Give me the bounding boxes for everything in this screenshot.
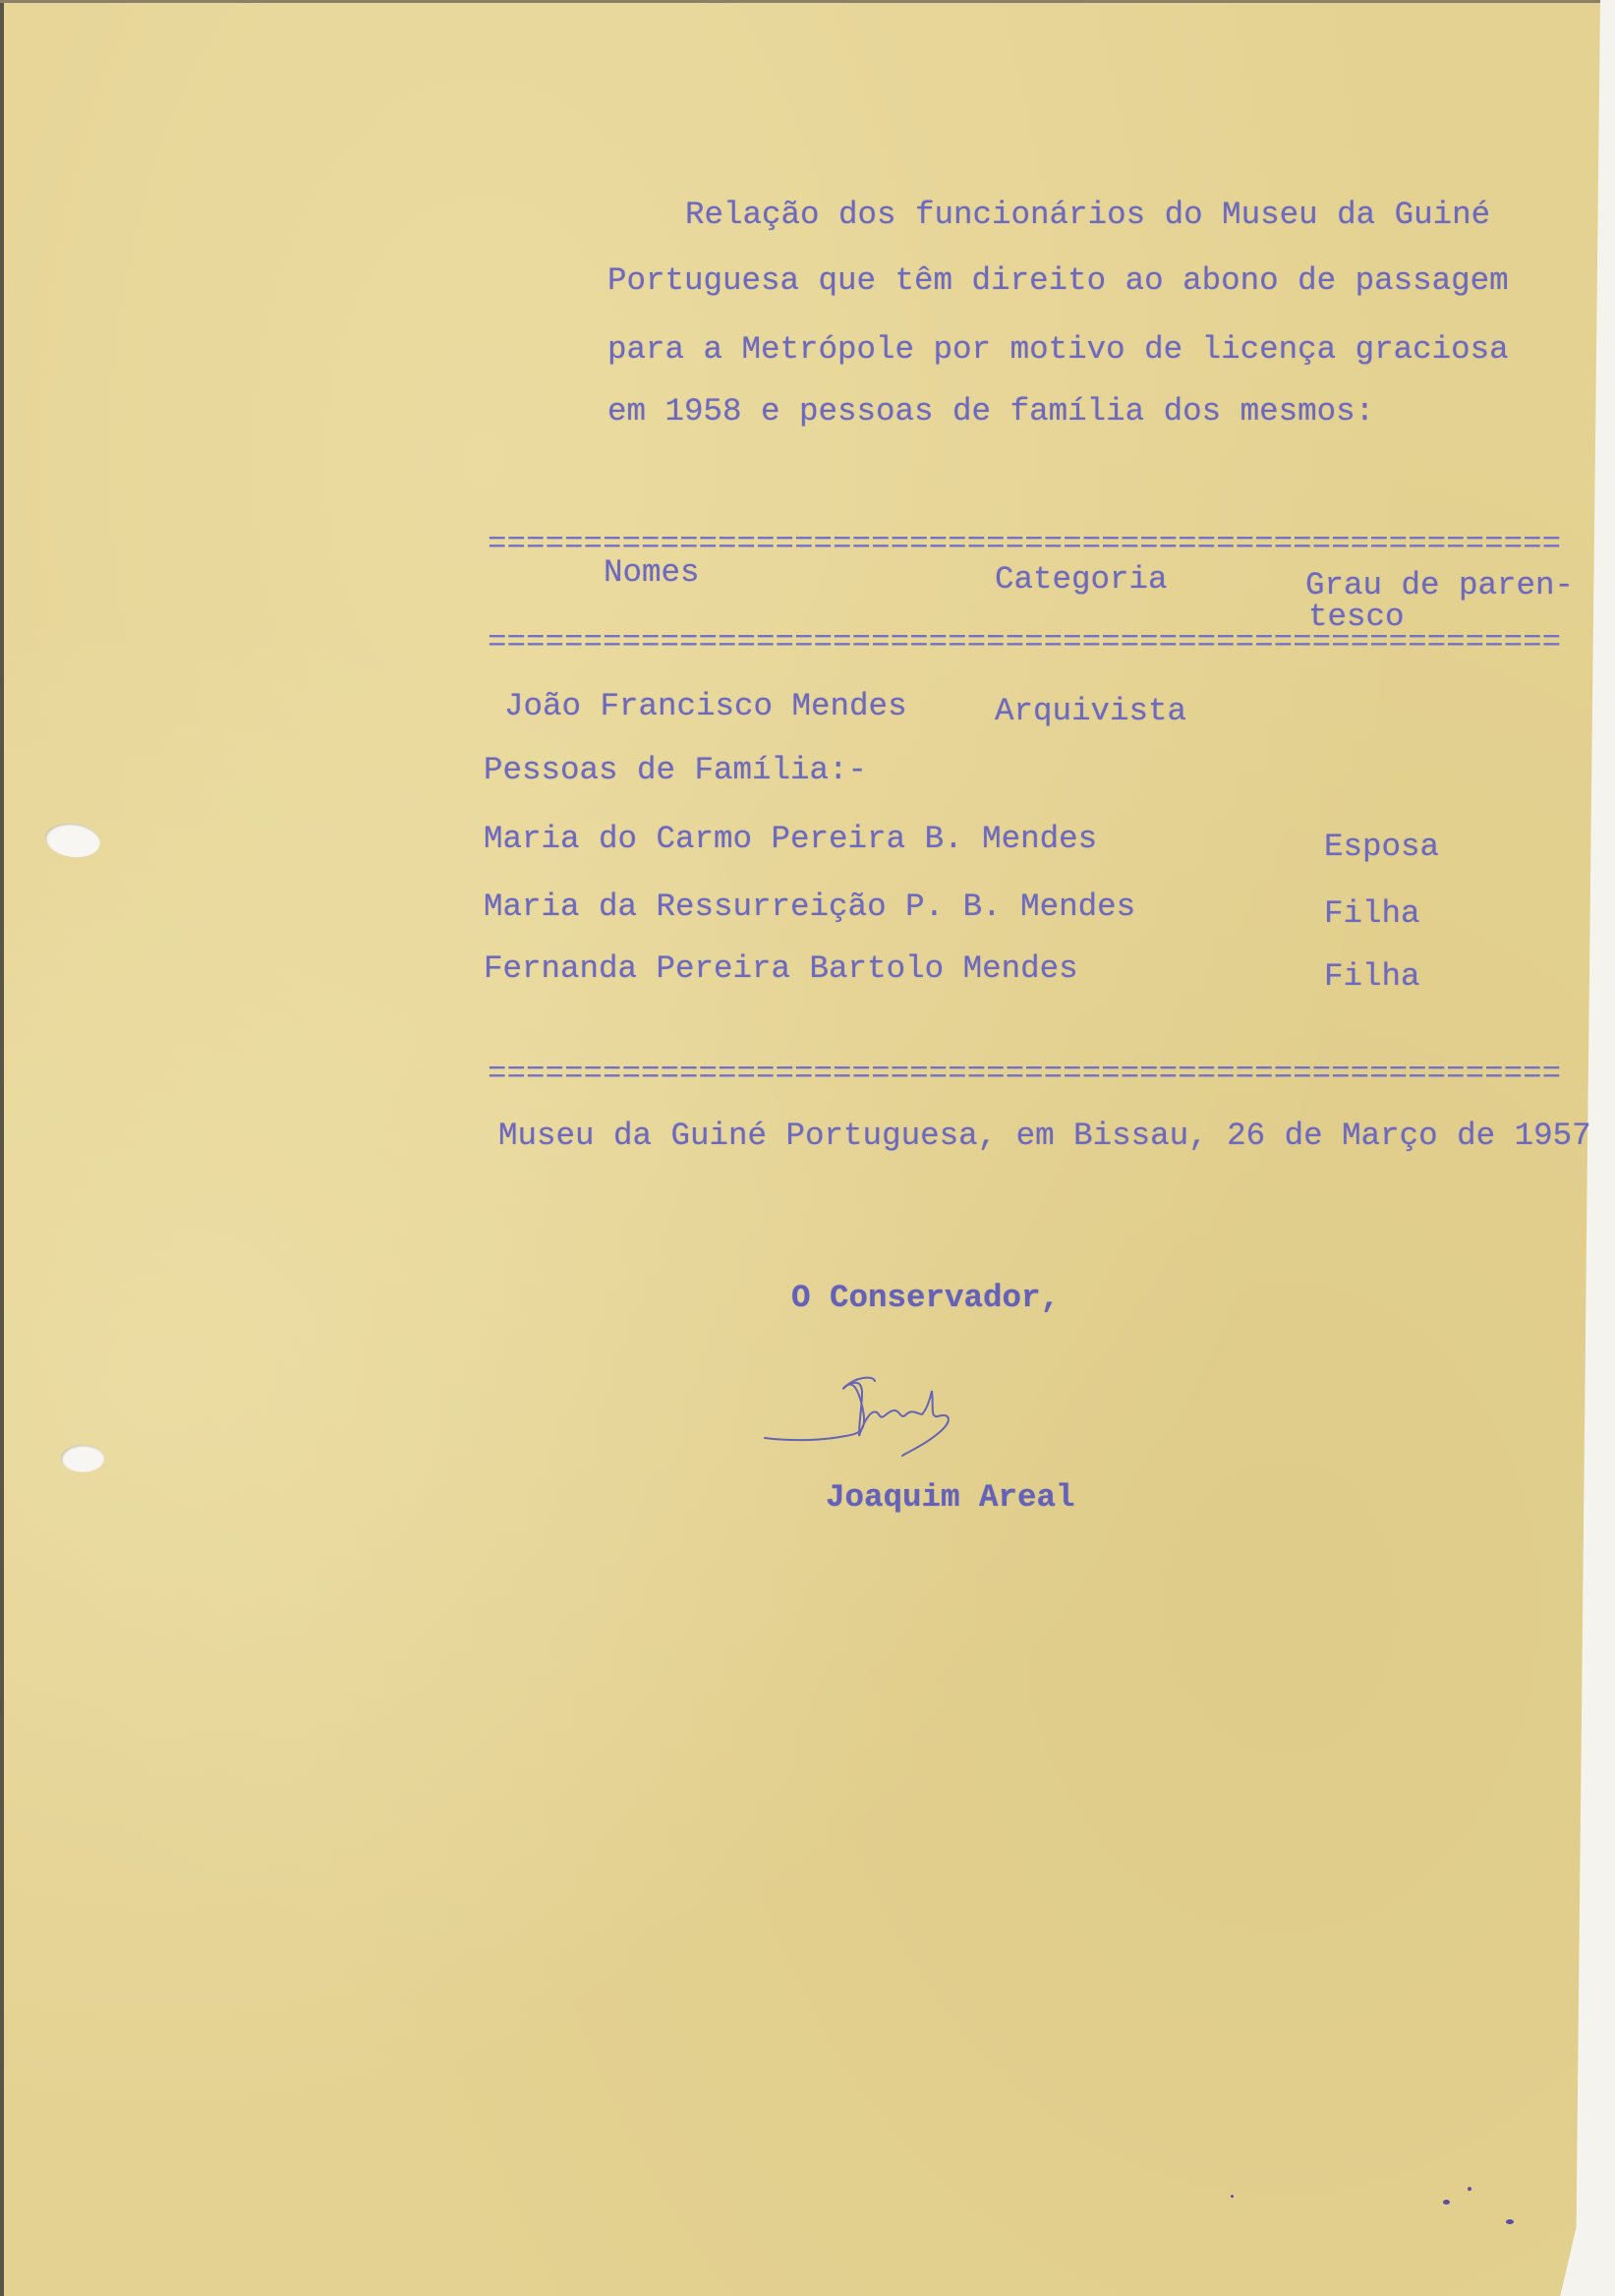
header-names: Nomes xyxy=(604,554,700,591)
family-label: Pessoas de Família:- xyxy=(484,752,868,788)
closing-title: O Conservador, xyxy=(791,1280,1061,1316)
ink-speck xyxy=(1443,2200,1450,2205)
family-member-name: Fernanda Pereira Bartolo Mendes xyxy=(484,950,1078,987)
intro-line-4: em 1958 e pessoas de família dos mesmos: xyxy=(607,393,1375,430)
header-kinship-line2: tesco xyxy=(1308,599,1405,635)
employee-name: João Francisco Mendes xyxy=(504,688,907,724)
intro-line-1: Relação dos funcionários do Museu da Guiné xyxy=(685,197,1491,233)
family-member-name: Maria da Ressurreição P. B. Mendes xyxy=(484,889,1136,925)
header-kinship-line1: Grau de paren- xyxy=(1305,567,1575,603)
family-member-name: Maria do Carmo Pereira B. Mendes xyxy=(484,821,1098,857)
employee-category: Arquivista xyxy=(995,693,1187,729)
place-date-line: Museu da Guiné Portuguesa, em Bissau, 26 de Março de 1957 xyxy=(498,1120,1591,1153)
intro-line-2: Portuguesa que têm direito ao abono de passagem xyxy=(607,262,1509,299)
family-member-kinship: Filha xyxy=(1324,958,1420,995)
ink-speck xyxy=(1231,2195,1234,2198)
table-bottom-rule: ======================================================== xyxy=(488,1059,1562,1091)
signature xyxy=(757,1371,1022,1469)
table-top-rule: ======================================================== xyxy=(488,529,1562,561)
signatory-name: Joaquim Areal xyxy=(826,1479,1075,1516)
punch-hole-bottom xyxy=(61,1445,104,1472)
paper-top-edge xyxy=(0,0,1600,3)
table-mid-rule: ======================================================== xyxy=(488,627,1562,660)
ink-speck xyxy=(1506,2219,1514,2224)
header-category: Categoria xyxy=(995,561,1168,598)
family-member-kinship: Esposa xyxy=(1324,829,1440,865)
family-member-kinship: Filha xyxy=(1324,895,1420,932)
intro-line-3: para a Metrópole por motivo de licença graciosa xyxy=(607,331,1509,368)
ink-speck xyxy=(1468,2187,1471,2191)
